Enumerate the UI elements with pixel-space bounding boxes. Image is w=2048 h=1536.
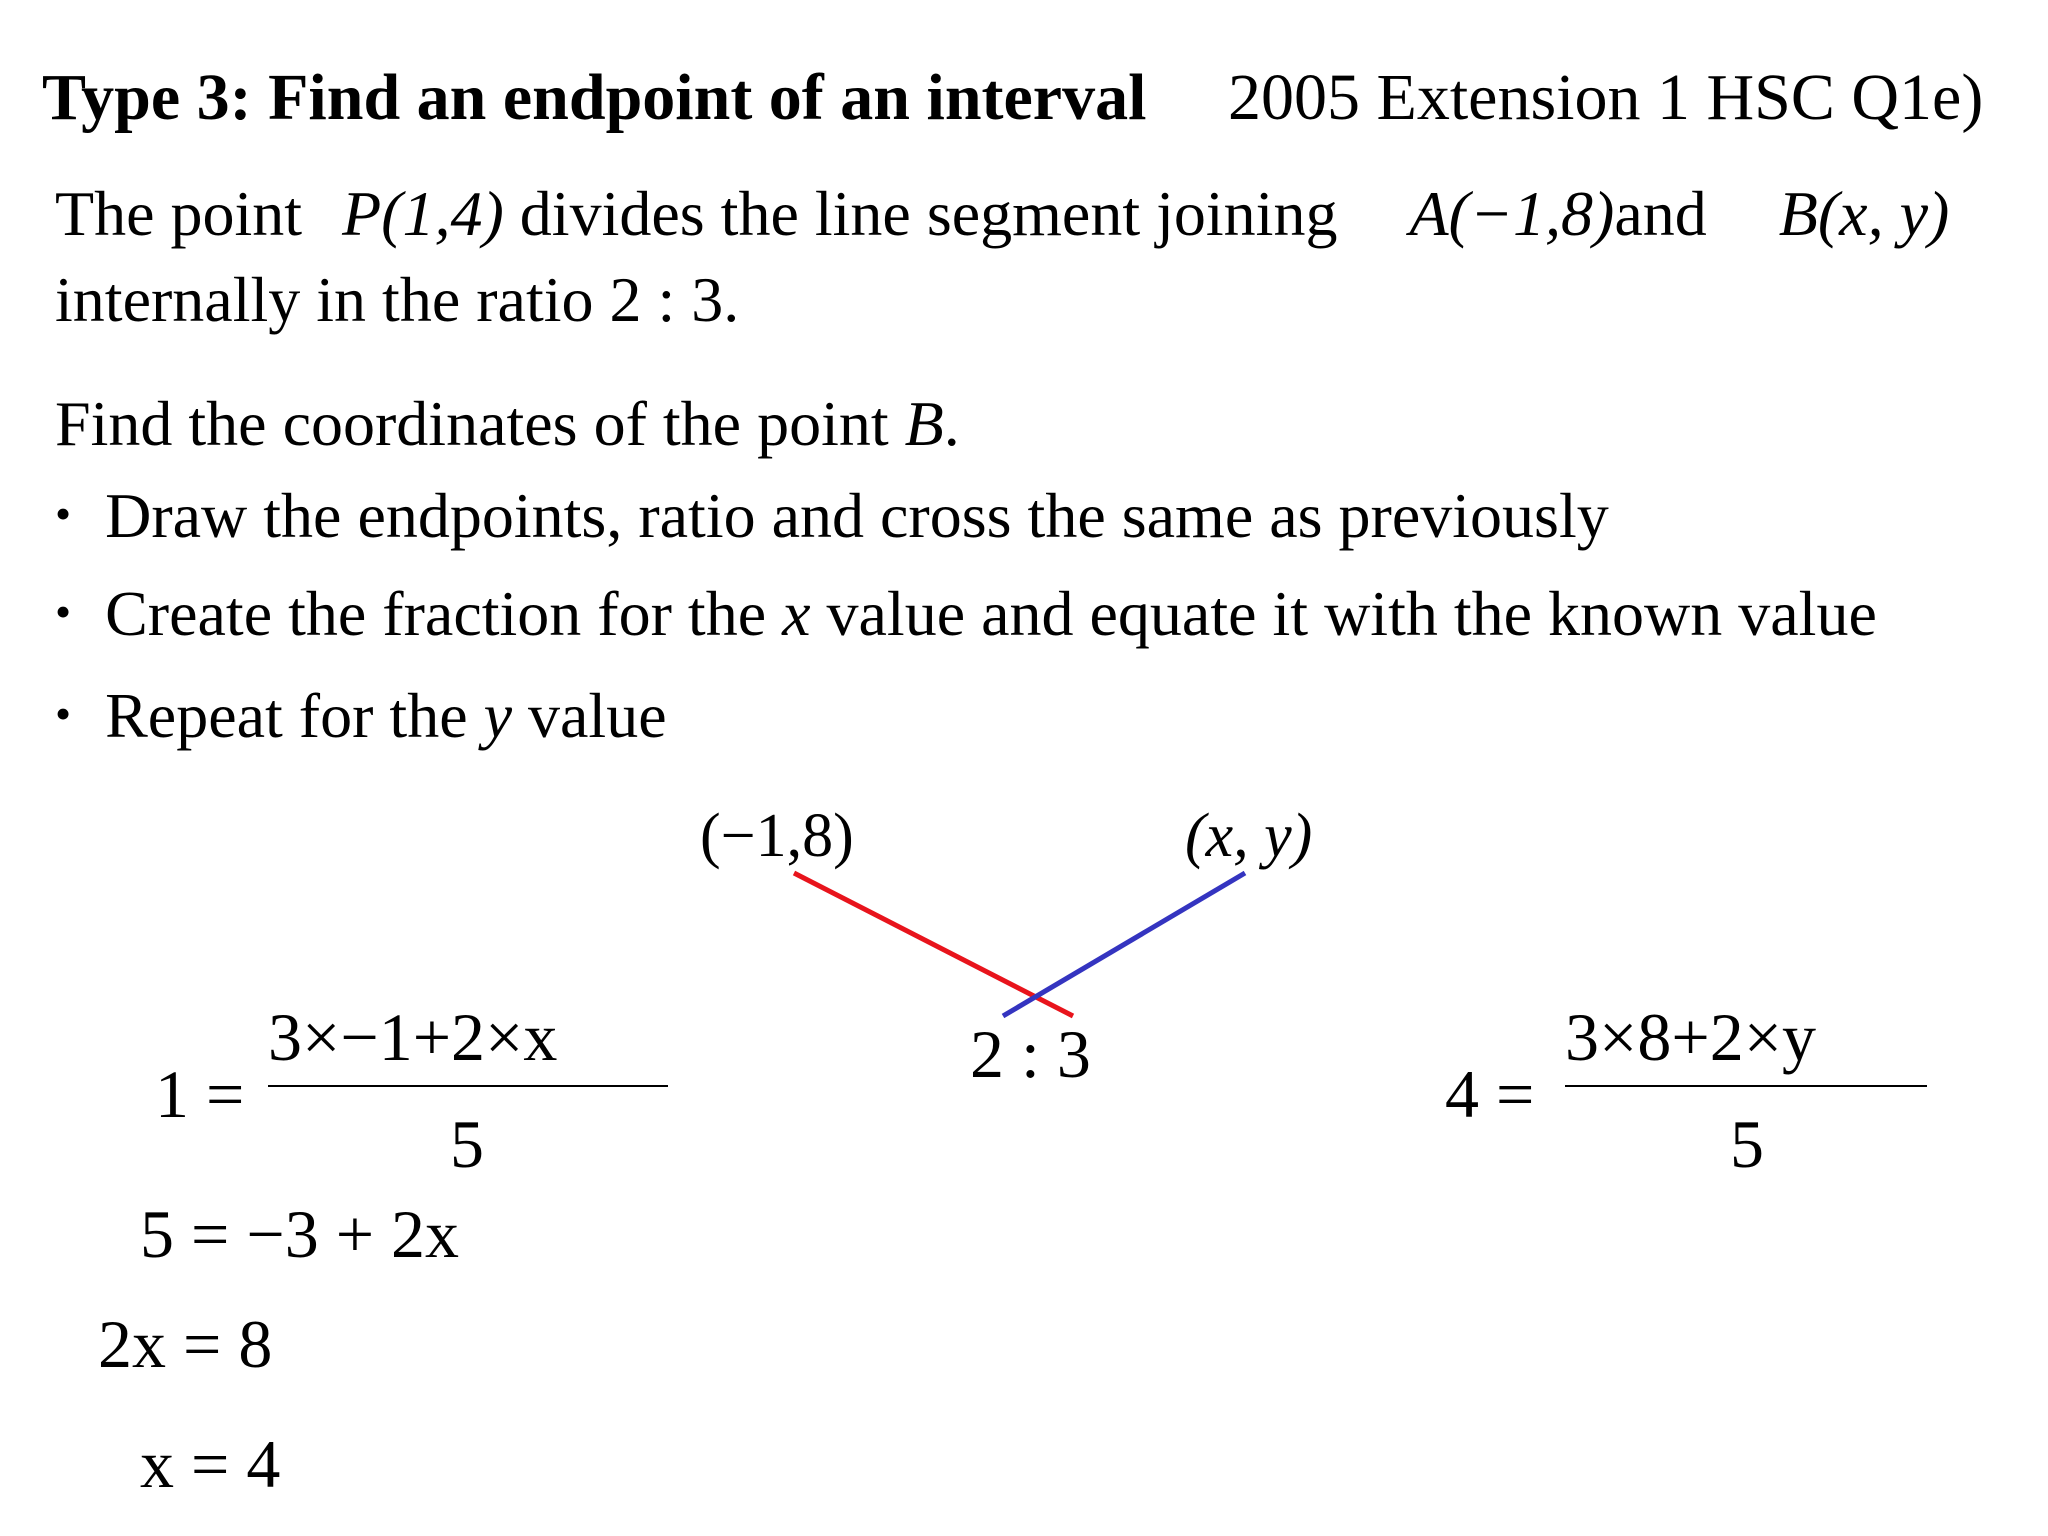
x-fraction-numerator: 3×−1+2×x — [268, 999, 558, 1075]
diagram-ratio: 2 : 3 — [970, 1016, 1091, 1092]
bullet-dot-icon: • — [55, 688, 72, 739]
point-b: B(x, y) — [1778, 178, 1950, 249]
x-fraction-bar — [268, 1085, 668, 1087]
y-fraction-numerator: 3×8+2×y — [1565, 999, 1817, 1075]
bullet-dot-icon: • — [55, 586, 72, 637]
bullet-text: Draw the endpoints, ratio and cross the same as previously — [105, 480, 1609, 551]
x-fraction-denominator: 5 — [450, 1106, 484, 1182]
title-source: 2005 Extension 1 HSC Q1e) — [1228, 61, 1984, 134]
diagram-right-label: (x, y) — [1185, 802, 1313, 870]
y-equation-lhs: 4 = — [1445, 1056, 1535, 1132]
left-ratio-line — [794, 873, 1073, 1016]
x-step-2: 2x = 8 — [98, 1306, 273, 1382]
bullet-var: x — [782, 578, 811, 649]
bullet-dot-icon: • — [55, 488, 72, 539]
x-step-1: 5 = −3 + 2x — [140, 1196, 460, 1272]
task-period: . — [943, 388, 960, 459]
y-fraction-bar — [1565, 1085, 1927, 1087]
bullet-text: Repeat for the — [105, 680, 484, 751]
problem-text-mid: divides the line segment joining — [519, 178, 1338, 249]
bullet-text-after: value and equate it with the known value — [810, 578, 1877, 649]
y-fraction-denominator: 5 — [1730, 1106, 1764, 1182]
right-ratio-line — [1003, 873, 1245, 1016]
task-text: Find the coordinates of the point — [55, 388, 889, 459]
task-var: B — [904, 388, 944, 459]
title-heading: Type 3: Find an endpoint of an interval — [42, 61, 1147, 134]
problem-and: and — [1614, 178, 1707, 249]
diagram-left-label: (−1,8) — [700, 802, 854, 870]
point-p: P(1,4) — [342, 178, 504, 249]
point-a: A(−1,8) — [1409, 178, 1615, 249]
bullet-var: y — [483, 680, 513, 751]
x-step-3: x = 4 — [140, 1426, 281, 1502]
x-equation-lhs: 1 = — [155, 1056, 245, 1132]
problem-line-2: internally in the ratio 2 : 3. — [55, 264, 740, 335]
bullet-text-after: value — [512, 680, 667, 751]
problem-text-start: The point — [55, 178, 303, 249]
bullet-text: Create the fraction for the — [105, 578, 783, 649]
